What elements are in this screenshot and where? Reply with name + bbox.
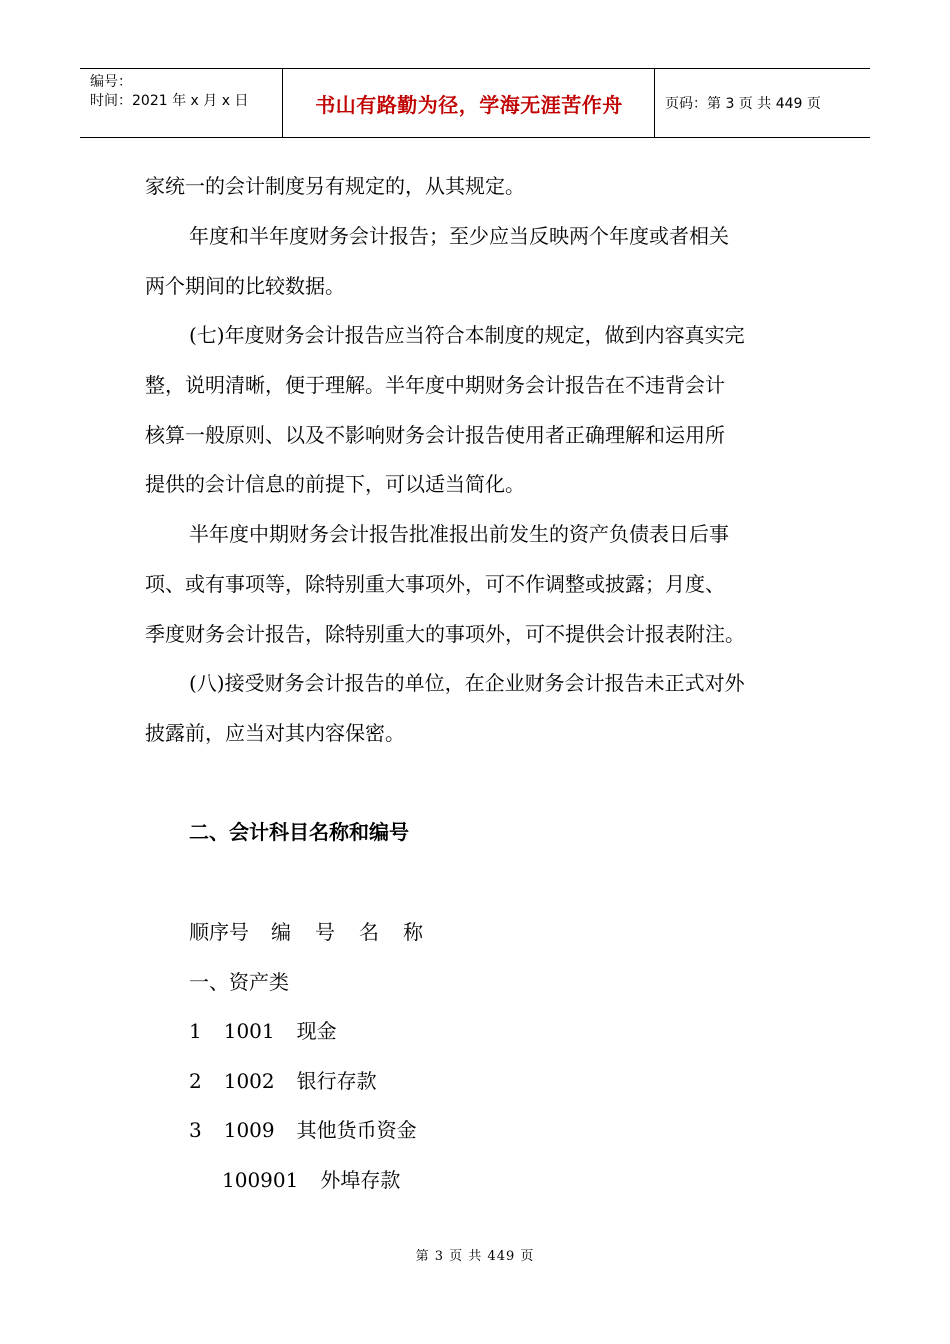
category-label: 一、资产类 <box>189 970 289 994</box>
paragraph-line: 整，说明清晰，便于理解。半年度中期财务会计报告在不违背会计 <box>145 373 725 397</box>
account-name: 其他货币资金 <box>296 1118 417 1142</box>
column-header-name-2: 称 <box>403 920 423 944</box>
paragraph-line: 季度财务会计报告，除特别重大的事项外，可不提供会计报表附注。 <box>145 622 745 646</box>
account-row <box>222 1166 400 1194</box>
account-name: 外埠存款 <box>320 1168 401 1192</box>
paragraph-line: 半年度中期财务会计报告批准报出前发生的资产负债表日后事 <box>189 522 729 546</box>
account-code: 1001 <box>223 1019 275 1043</box>
paragraph-line: (七)年度财务会计报告应当符合本制度的规定，做到内容真实完 <box>189 323 745 347</box>
account-seq: 2 <box>189 1069 202 1093</box>
paragraph-line: 核算一般原则、以及不影响财务会计报告使用者正确理解和运用所 <box>145 423 725 447</box>
column-header-name-1: 名 <box>359 920 379 944</box>
account-row <box>189 1116 417 1144</box>
paragraph-line: 披露前，应当对其内容保密。 <box>145 721 405 745</box>
paragraph-line: 项、或有事项等，除特别重大事项外，可不作调整或披露；月度、 <box>145 572 725 596</box>
account-seq: 1 <box>189 1019 202 1043</box>
header-divider <box>654 69 655 137</box>
header-page-info: 页码：第 3 页 共 449 页 <box>665 96 821 112</box>
column-header-row <box>189 918 423 946</box>
account-row <box>189 1067 377 1095</box>
paragraph-line: 两个期间的比较数据。 <box>145 274 345 298</box>
header-number-label: 编号： <box>90 74 132 90</box>
account-row <box>189 1017 337 1045</box>
column-header-code-2: 号 <box>315 920 335 944</box>
paragraph-line: 提供的会计信息的前提下，可以适当简化。 <box>145 472 525 496</box>
account-name: 现金 <box>296 1019 337 1043</box>
paragraph-line: 年度和半年度财务会计报告；至少应当反映两个年度或者相关 <box>189 224 729 248</box>
page-footer: 第 3 页 共 449 页 <box>415 1249 535 1264</box>
section-heading: 二、会计科目名称和编号 <box>189 820 409 844</box>
account-code: 1009 <box>223 1118 275 1142</box>
account-code: 1002 <box>223 1069 275 1093</box>
column-header-seq: 顺序号 <box>189 920 249 944</box>
account-seq: 3 <box>189 1118 202 1142</box>
account-name: 银行存款 <box>296 1069 377 1093</box>
paragraph-line: 家统一的会计制度另有规定的，从其规定。 <box>145 174 525 198</box>
column-header-code-1: 编 <box>271 920 291 944</box>
document-header <box>80 68 870 138</box>
header-meta <box>90 73 280 111</box>
account-code: 100901 <box>222 1168 299 1192</box>
header-time-label: 时间：2021 年 x 月 x 日 <box>90 93 249 109</box>
header-divider <box>282 69 283 137</box>
paragraph-line: (八)接受财务会计报告的单位，在企业财务会计报告未正式对外 <box>189 671 745 695</box>
header-motto: 书山有路勤为径，学海无涯苦作舟 <box>315 92 623 117</box>
